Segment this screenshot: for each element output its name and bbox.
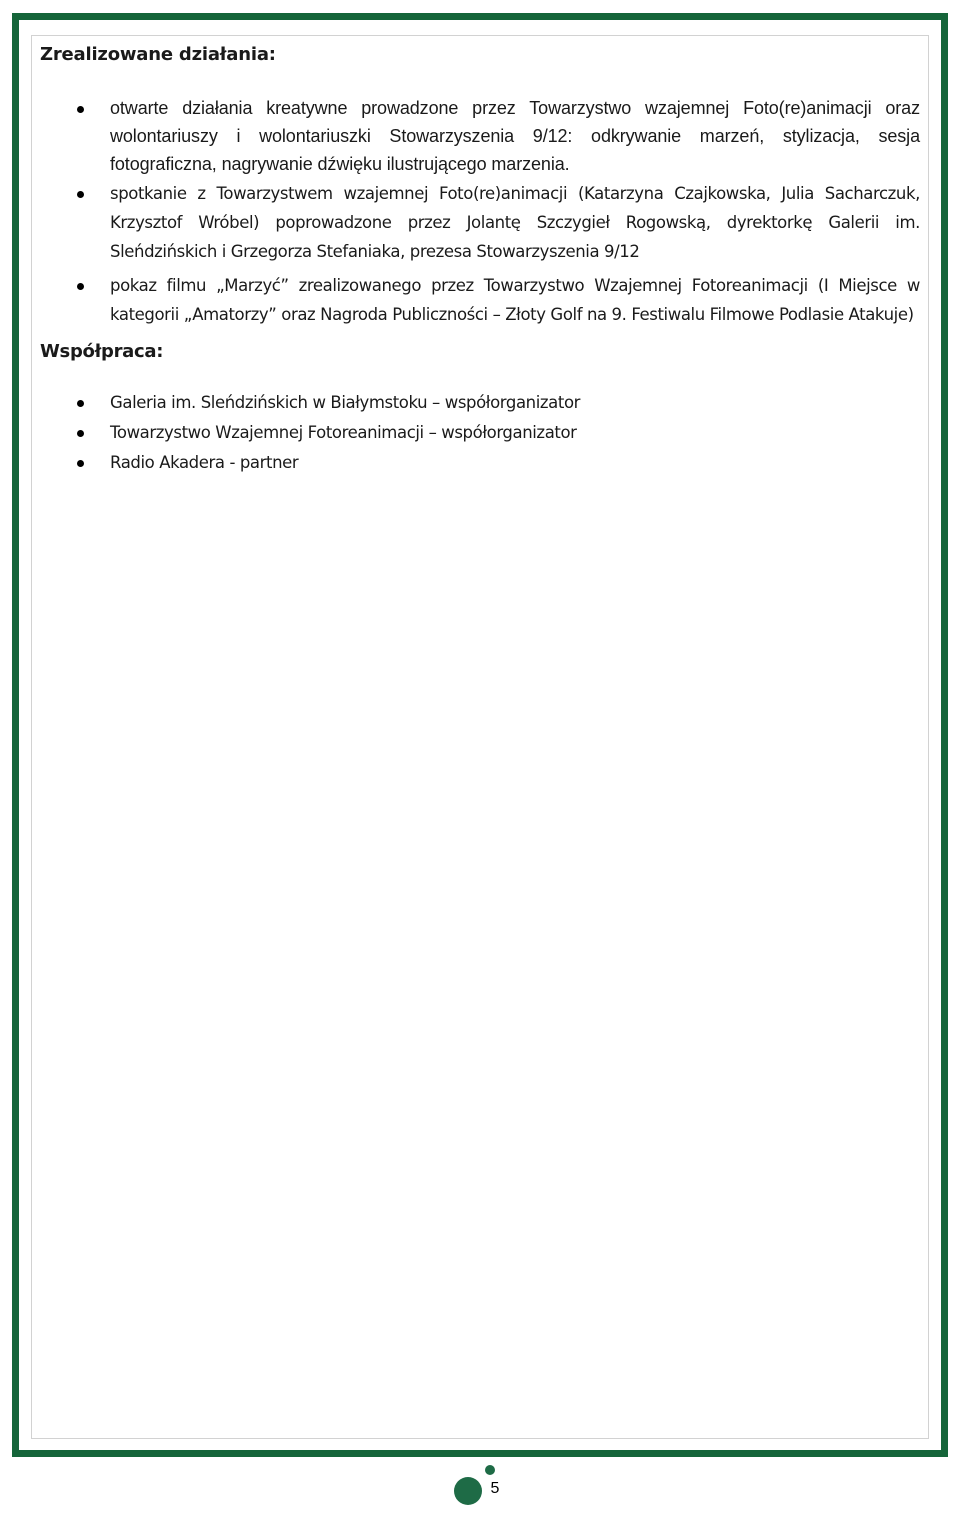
bullet-icon [77,460,84,467]
list-item-text: spotkanie z Towarzystwem wzajemnej Foto(re)animacji (Katarzyna Czajkowska, Julia Sacharczuk, Krzysztof Wróbel) poprowadzone przez Jolantę Szczygieł Rogowską, dyrektorkę Galerii im. Sleńdzińskich i Grzegorza Stefaniaka, prezesa Stowarzyszenia 9/12 [110,184,920,261]
logo-small-circle-icon [485,1465,495,1475]
list-item-text: pokaz filmu „Marzyć” zrealizowanego przez Towarzystwo Wzajemnej Fotoreanimacji (I Miejsce w kategorii „Amatorzy” oraz Nagroda Publiczności – Złoty Golf na 9. Festiwalu Filmowe Podlasie Atakuje) [110,276,920,324]
bullet-icon [77,430,84,437]
list-item [40,271,920,329]
list-item [40,179,920,266]
logo-large-circle-icon [454,1477,482,1505]
partners-list [40,388,920,478]
list-item-text: Galeria im. Sleńdzińskich w Białymstoku – współorganizator [110,393,581,412]
list-item [40,418,920,448]
list-item-text: otwarte działania kreatywne prowadzone przez Towarzystwo wzajemnej Foto(re)animacji oraz wolontariuszy i wolontariuszki Stowarzyszenia 9/12: odkrywanie marzeń, stylizacja, sesja fotograficzna, nagrywanie dźwięku ilustrującego marzenia. [110,98,920,174]
list-item [40,388,920,418]
page-number: 5 [490,1480,500,1497]
list-item-text: Towarzystwo Wzajemnej Fotoreanimacji – współorganizator [110,423,577,442]
bullet-icon [77,191,84,198]
actions-list [40,94,920,329]
actions-heading: Zrealizowane działania: [40,44,276,65]
page-content [40,43,920,478]
list-item [40,94,920,178]
bullet-icon [77,400,84,407]
list-item [40,448,920,478]
bullet-icon [77,283,84,290]
cooperation-heading: Współpraca: [40,341,164,362]
bullet-icon [77,106,84,113]
list-item-text: Radio Akadera - partner [110,453,299,472]
